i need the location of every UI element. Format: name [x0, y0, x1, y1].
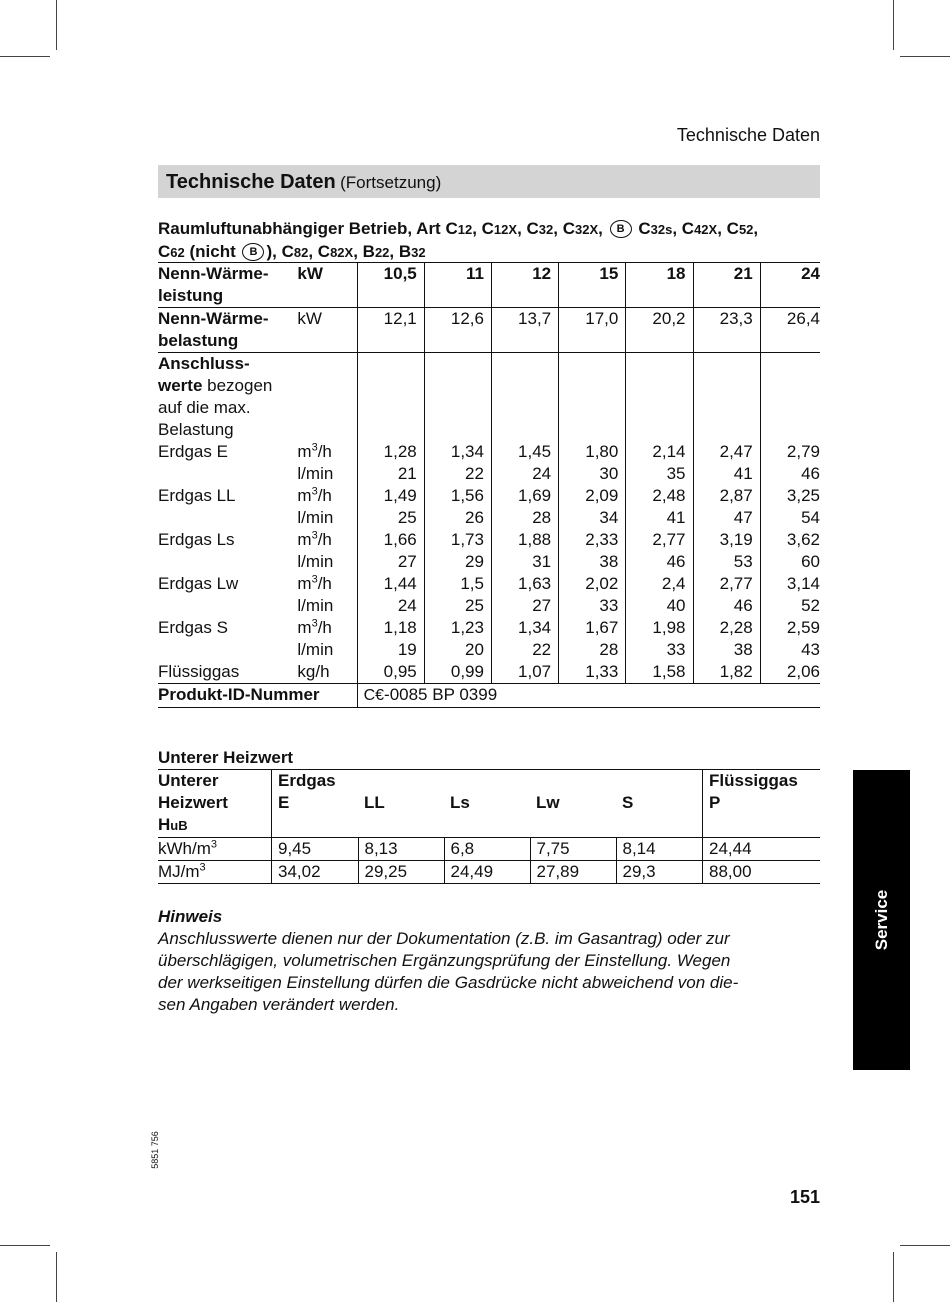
table-row: [158, 792, 820, 838]
value-cell: [760, 353, 820, 442]
unit-cell: l/min: [297, 464, 334, 483]
value-cell: 24,49: [444, 861, 530, 884]
table-row: [158, 595, 820, 617]
value-cell: 1,28: [357, 441, 424, 463]
product-id-number: -0085 BP 0399: [384, 685, 498, 704]
heading-text: C: [638, 219, 651, 238]
note-line: der werkseitigen Einstellung dürfen die Gasdrücke nicht abweichend von die-: [158, 973, 739, 992]
value-cell: 8,13: [358, 838, 444, 861]
table-row: [158, 485, 820, 507]
heading-text: C: [158, 242, 171, 261]
column-header: S: [622, 793, 634, 812]
value-cell: 1,34: [424, 441, 491, 463]
value-cell: 1,33: [559, 661, 626, 684]
table-row: [158, 684, 820, 708]
value-cell: 46: [626, 551, 693, 573]
subscript: 62: [170, 245, 185, 260]
value-cell: 18: [626, 263, 693, 308]
value-cell: 2,28: [693, 617, 760, 639]
value-cell: 0,95: [357, 661, 424, 684]
subscript: 32s: [650, 222, 673, 237]
value-cell: 1,44: [357, 573, 424, 595]
product-id-label: Produkt-ID-Nummer: [158, 684, 357, 708]
value-cell: 47: [693, 507, 760, 529]
value-cell: 6,8: [444, 838, 530, 861]
table-row: [158, 551, 820, 573]
value-cell: 21: [357, 463, 424, 485]
value-cell: 27,89: [530, 861, 616, 884]
heating-value-table: [158, 769, 820, 884]
note-line: sen Angaben verändert werden.: [158, 995, 400, 1014]
ce-mark: C€: [363, 687, 385, 704]
value-cell: 27: [357, 551, 424, 573]
subscript: 32X: [575, 222, 599, 237]
value-cell: 25: [424, 595, 491, 617]
table-row: [158, 263, 820, 308]
heading-text: , C: [553, 219, 575, 238]
value-cell: 17,0: [559, 308, 626, 353]
row-label: Erdgas Lw: [158, 574, 239, 593]
value-cell: 9,45: [272, 838, 359, 861]
table-row: [158, 529, 820, 551]
value-cell: 1,73: [424, 529, 491, 551]
unit-cell: $m^3/h$: [297, 441, 332, 461]
value-cell: 2,47: [693, 441, 760, 463]
heading-text: ,: [598, 219, 603, 238]
value-cell: 1,49: [357, 485, 424, 507]
value-cell: 1,67: [559, 617, 626, 639]
heading-text: ), C: [266, 242, 294, 261]
value-cell: 3,19: [693, 529, 760, 551]
header-cell: Unterer: [158, 770, 272, 793]
unit-cell: l/min: [297, 640, 334, 659]
subscript: 22: [374, 245, 390, 260]
value-cell: 1,82: [693, 661, 760, 684]
gas-rows: [158, 441, 820, 661]
value-cell: 26,4: [760, 308, 820, 353]
value-cell: 29,25: [358, 861, 444, 884]
heading-text: , B: [389, 242, 412, 261]
section-title: Technische Daten: [166, 171, 336, 193]
header-cell: Erdgas: [272, 770, 703, 793]
value-cell: 41: [626, 507, 693, 529]
table-row: [158, 308, 820, 353]
subscript: 52: [738, 222, 754, 237]
row-label: Erdgas S: [158, 618, 228, 637]
value-cell: [357, 353, 424, 442]
value-cell: 2,09: [559, 485, 626, 507]
value-cell: 24,44: [703, 838, 821, 861]
column-header: P: [703, 792, 821, 838]
document-number: 5851 756: [149, 1131, 160, 1169]
subscript: 32: [538, 222, 554, 237]
row-label: Erdgas LL: [158, 486, 236, 505]
value-cell: 24: [357, 595, 424, 617]
table-row: [158, 639, 820, 661]
unit-cell: l/min: [297, 596, 334, 615]
value-cell: 2,14: [626, 441, 693, 463]
value-cell: [559, 353, 626, 442]
unit-cell: l/min: [297, 552, 334, 571]
heading-text: , C: [472, 219, 494, 238]
value-cell: 46: [693, 595, 760, 617]
value-cell: [693, 353, 760, 442]
value-cell: 2,59: [760, 617, 820, 639]
value-cell: 1,56: [424, 485, 491, 507]
subscript: 12X: [493, 222, 518, 237]
value-cell: 1,23: [424, 617, 491, 639]
value-cell: 2,77: [693, 573, 760, 595]
heading-text: , C: [672, 219, 695, 238]
column-header: E: [272, 792, 359, 838]
note-line: Anschlusswerte dienen nur der Dokumentation (z.B. im Gasantrag) oder zur: [158, 929, 730, 948]
chapter-tab: [853, 770, 910, 1070]
value-cell: 60: [760, 551, 820, 573]
row-label: Flüssiggas: [158, 661, 297, 684]
value-cell: 12: [491, 263, 558, 308]
value-cell: 2,33: [559, 529, 626, 551]
value-cell: 1,69: [491, 485, 558, 507]
value-cell: 1,58: [626, 661, 693, 684]
value-cell: 25: [357, 507, 424, 529]
value-cell: 26: [424, 507, 491, 529]
table-row: [158, 507, 820, 529]
value-cell: 1,66: [357, 529, 424, 551]
value-cell: [424, 353, 491, 442]
value-cell: 1,18: [357, 617, 424, 639]
crop-mark: [0, 1245, 50, 1246]
crop-mark: [56, 0, 57, 50]
value-cell: 2,79: [760, 441, 820, 463]
value-cell: 33: [559, 595, 626, 617]
value-cell: 20,2: [626, 308, 693, 353]
unit-cell: l/min: [297, 508, 334, 527]
value-cell: 33: [626, 639, 693, 661]
heading-text: , C: [517, 219, 539, 238]
value-cell: 54: [760, 507, 820, 529]
crop-mark: [0, 56, 50, 57]
row-label: Nenn-Wärme- belastung: [158, 308, 297, 353]
value-cell: 0,99: [424, 661, 491, 684]
value-cell: 3,14: [760, 573, 820, 595]
technical-data-table: [158, 262, 820, 708]
heating-value-heading: Unterer Heizwert: [158, 748, 294, 767]
heading-text: ,: [753, 219, 759, 238]
row-label: Erdgas Ls: [158, 530, 235, 549]
table-row: [158, 353, 820, 442]
value-cell: 3,25: [760, 485, 820, 507]
value-cell: 24: [491, 463, 558, 485]
value-cell: 1,88: [491, 529, 558, 551]
row-label: [158, 551, 297, 573]
value-cell: 40: [626, 595, 693, 617]
row-label: [158, 463, 297, 485]
unit-cell: $m^3/h$: [297, 573, 332, 593]
value-cell: 30: [559, 463, 626, 485]
row-label: [158, 639, 297, 661]
section-title-bar: [158, 165, 820, 198]
value-cell: 15: [559, 263, 626, 308]
value-cell: 22: [491, 639, 558, 661]
column-header: Lw: [536, 793, 560, 812]
unit-cell: $m^3/h$: [297, 529, 332, 549]
page-number: 151: [789, 1187, 820, 1207]
value-cell: 1,07: [491, 661, 558, 684]
value-cell: 2,02: [559, 573, 626, 595]
unit-cell: [297, 353, 357, 442]
value-cell: 35: [626, 463, 693, 485]
crop-mark: [893, 1252, 894, 1302]
running-header: Technische Daten: [676, 125, 820, 145]
value-cell: 13,7: [491, 308, 558, 353]
value-cell: 1,45: [491, 441, 558, 463]
subscript: 12: [457, 222, 473, 237]
country-b-badge: B: [610, 220, 632, 238]
heading-text: (nicht: [184, 242, 236, 261]
value-cell: 22: [424, 463, 491, 485]
section-continuation: (Fortsetzung): [340, 173, 442, 192]
value-cell: 1,98: [626, 617, 693, 639]
value-cell: 41: [693, 463, 760, 485]
value-cell: 27: [491, 595, 558, 617]
value-cell: [626, 353, 693, 442]
value-cell: 20: [424, 639, 491, 661]
operation-mode-heading: [158, 218, 820, 264]
value-cell: 23,3: [693, 308, 760, 353]
heading-text: , B: [353, 242, 375, 261]
value-cell: 31: [491, 551, 558, 573]
unit-cell: kg/h: [297, 661, 357, 684]
value-cell: 43: [760, 639, 820, 661]
row-label: [158, 507, 297, 529]
value-cell: 8,14: [616, 838, 703, 861]
unit-cell: kW: [297, 308, 357, 353]
header-cell: Flüssiggas: [703, 770, 821, 793]
value-cell: 3,62: [760, 529, 820, 551]
value-cell: 1,80: [559, 441, 626, 463]
column-header: Ls: [450, 793, 470, 812]
value-cell: 1,63: [491, 573, 558, 595]
heading-text: , C: [717, 219, 739, 238]
table-row: [158, 441, 820, 463]
value-cell: 2,87: [693, 485, 760, 507]
value-cell: [491, 353, 558, 442]
note-block: [158, 906, 820, 1016]
crop-mark: [900, 56, 950, 57]
value-cell: 21: [693, 263, 760, 308]
value-cell: 12,1: [357, 308, 424, 353]
value-cell: 12,6: [424, 308, 491, 353]
table-row: [158, 838, 820, 861]
unit-cell: $MJ/m^3$: [158, 861, 272, 884]
heading-text: Raumluftunabhängiger Betrieb, Art C: [158, 219, 458, 238]
row-label: Erdgas E: [158, 442, 228, 461]
heading-text: , C: [308, 242, 331, 261]
subscript: 32: [411, 245, 426, 260]
row-label: Nenn-Wärme- leistung: [158, 263, 297, 308]
note-line: überschlägigen, volumetrischen Ergänzungsprüfung der Einstellung. Wegen: [158, 951, 731, 970]
value-cell: 28: [559, 639, 626, 661]
table-row: [158, 661, 820, 684]
value-cell: 2,4: [626, 573, 693, 595]
value-cell: 38: [693, 639, 760, 661]
product-id-value: [357, 684, 820, 708]
table-row: [158, 861, 820, 884]
unit-cell: $m^3/h$: [297, 485, 332, 505]
value-cell: 10,5: [357, 263, 424, 308]
note-heading: Hinweis: [158, 907, 223, 926]
crop-mark: [893, 0, 894, 50]
value-cell: 88,00: [703, 861, 821, 884]
subscript: 82X: [330, 245, 354, 260]
value-cell: 53: [693, 551, 760, 573]
subscript: 42X: [694, 222, 718, 237]
crop-mark: [900, 1245, 950, 1246]
value-cell: 19: [357, 639, 424, 661]
value-cell: 34: [559, 507, 626, 529]
value-cell: 2,48: [626, 485, 693, 507]
chapter-tab-label: Service: [871, 889, 891, 951]
unit-cell: kWh/$m^3$: [158, 838, 272, 861]
table-row: [158, 617, 820, 639]
row-label: Anschluss- werte bezogen auf die max. Belastung: [158, 354, 273, 439]
value-cell: 1,5: [424, 573, 491, 595]
value-cell: 46: [760, 463, 820, 485]
value-cell: 29,3: [616, 861, 703, 884]
unit-cell: $m^3/h$: [297, 617, 332, 637]
value-cell: 38: [559, 551, 626, 573]
country-b-badge: B: [242, 243, 264, 261]
subscript: 82: [293, 245, 309, 260]
value-cell: 28: [491, 507, 558, 529]
value-cell: 29: [424, 551, 491, 573]
value-cell: 34,02: [272, 861, 359, 884]
column-header: LL: [364, 793, 385, 812]
value-cell: 2,77: [626, 529, 693, 551]
value-cell: 1,34: [491, 617, 558, 639]
value-cell: 24: [760, 263, 820, 308]
value-cell: 7,75: [530, 838, 616, 861]
table-row: [158, 463, 820, 485]
value-cell: 2,06: [760, 661, 820, 684]
header-cell: Heizwert HuB: [158, 793, 228, 834]
value-cell: 52: [760, 595, 820, 617]
table-row: [158, 770, 820, 793]
unit-cell: kW: [297, 263, 357, 308]
value-cell: 11: [424, 263, 491, 308]
crop-mark: [56, 1252, 57, 1302]
table-row: [158, 573, 820, 595]
row-label: [158, 595, 297, 617]
